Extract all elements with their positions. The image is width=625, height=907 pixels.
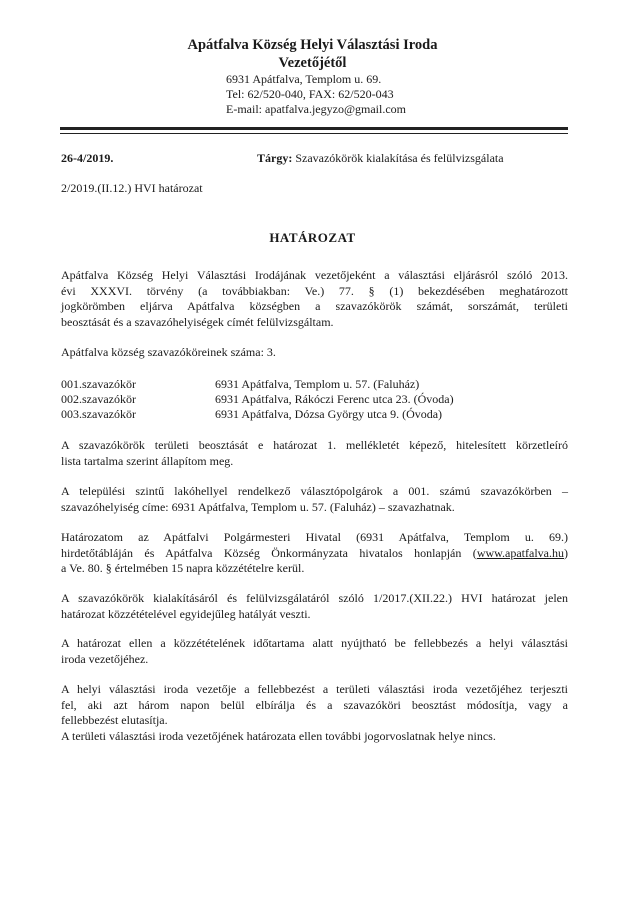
document-title: HATÁROZAT — [269, 230, 356, 245]
office-phone-fax: Tel: 62/520-040, FAX: 62/520-043 — [226, 87, 394, 101]
paragraph-line-with-link — [61, 546, 568, 562]
intro-line: beosztását és a szavazóhelyiségek címét felülvizsgáltam. — [61, 314, 334, 329]
office-address: 6931 Apátfalva, Templom u. 69. — [226, 72, 382, 86]
paragraph-line: a Ve. 80. § értelmében 15 napra közzétételre kerül. — [61, 561, 305, 575]
paragraph-line: A szavazókörök kialakításáról és felülvizsgálatáról szóló 1/2017.(XII.22.) HVI határozat jelen — [61, 591, 568, 605]
district-location: 6931 Apátfalva, Rákóczi Ferenc utca 23. (Óvoda) — [215, 392, 454, 406]
district-id: 003.szavazókör — [61, 407, 136, 421]
appeal-paragraph — [61, 636, 568, 667]
paragraph-line: A helyi választási iroda vezetője a fellebbezést a területi választási iroda vezetőjéhez terjeszti — [61, 682, 568, 696]
header-rule-thin — [60, 133, 568, 134]
repeal-paragraph — [61, 591, 568, 622]
paragraph-line: fellebbezést elutasítja. — [61, 713, 168, 727]
header-rule-thick — [60, 127, 568, 130]
paragraph-line: határozat közzétételével egyidejűleg hatályát veszti. — [61, 606, 311, 621]
paragraph-line: A területi választási iroda vezetőjének határozata ellen további jogorvoslatnak helye nincs. — [61, 728, 496, 743]
paragraph-line: A települési szintű lakóhellyel rendelkező választópolgárok a 001. számú szavazókörben – — [61, 484, 568, 498]
subject-label: Tárgy: — [257, 151, 293, 165]
paragraph-line: lista tartalma szerint állapítom meg. — [61, 453, 234, 468]
from-line: Vezetőjétől — [278, 55, 347, 71]
intro-line: évi XXXVI. törvény (a továbbiakban: Ve.) 77. § (1) bekezdésében meghatározott — [61, 283, 568, 298]
district-location: 6931 Apátfalva, Dózsa György utca 9. (Óvoda) — [215, 407, 443, 421]
link-suffix-text: ) — [564, 545, 568, 560]
district-id: 002.szavazókör — [61, 392, 136, 406]
district-id: 001.szavazókör — [61, 377, 136, 391]
website-link[interactable]: www.apatfalva.hu — [476, 545, 564, 560]
intro-line: jogkörömben eljárva Apátfalva községben a szavazókörök számát, sorszámát, területi — [61, 299, 568, 313]
office-email: E-mail: apatfalva.jegyzo@gmail.com — [226, 102, 406, 116]
paragraph-line: Határozatom az Apátfalvi Polgármesteri Hivatal (6931 Apátfalva, Templom u. 69.) — [61, 530, 568, 544]
procedure-paragraph — [61, 682, 568, 744]
paragraph-line: fel, aki azt három napon belül elbírálja és a szavazóköri beosztást módosítja, vagy a — [61, 697, 568, 712]
link-prefix-text: hirdetőtábláján és Apátfalva Község Önkormányzata hivatalos honlapján ( — [61, 545, 477, 560]
office-name: Apátfalva Község Helyi Választási Iroda — [187, 37, 438, 53]
district-count: Apátfalva község szavazóköreinek száma: 3. — [61, 345, 276, 359]
intro-paragraph — [61, 268, 568, 330]
paragraph-line: iroda vezetőjéhez. — [61, 651, 149, 666]
decision-id: 2/2019.(II.12.) HVI határozat — [61, 181, 203, 195]
paragraph-line: szavazóhelyiség címe: 6931 Apátfalva, Templom u. 57. (Faluház) – szavazhatnak. — [61, 499, 455, 514]
publication-paragraph — [61, 530, 568, 577]
district-location: 6931 Apátfalva, Templom u. 57. (Faluház) — [215, 377, 420, 391]
paragraph-line: A szavazókörök területi beosztását e határozat 1. mellékletét képező, hitelesített körzetleíró — [61, 438, 568, 452]
reference-number: 26-4/2019. — [61, 151, 114, 165]
intro-line: Apátfalva Község Helyi Választási Irodájának vezetőjeként a választási eljárásról szóló 2013. — [61, 268, 568, 282]
paragraph-line: A határozat ellen a közzétételének időtartama alatt nyújtható be fellebbezés a helyi választási — [61, 636, 568, 650]
subject-line — [257, 151, 504, 167]
subject-text: Szavazókörök kialakítása és felülvizsgálata — [295, 151, 504, 165]
residents-paragraph — [61, 484, 568, 515]
boundaries-paragraph — [61, 438, 568, 469]
